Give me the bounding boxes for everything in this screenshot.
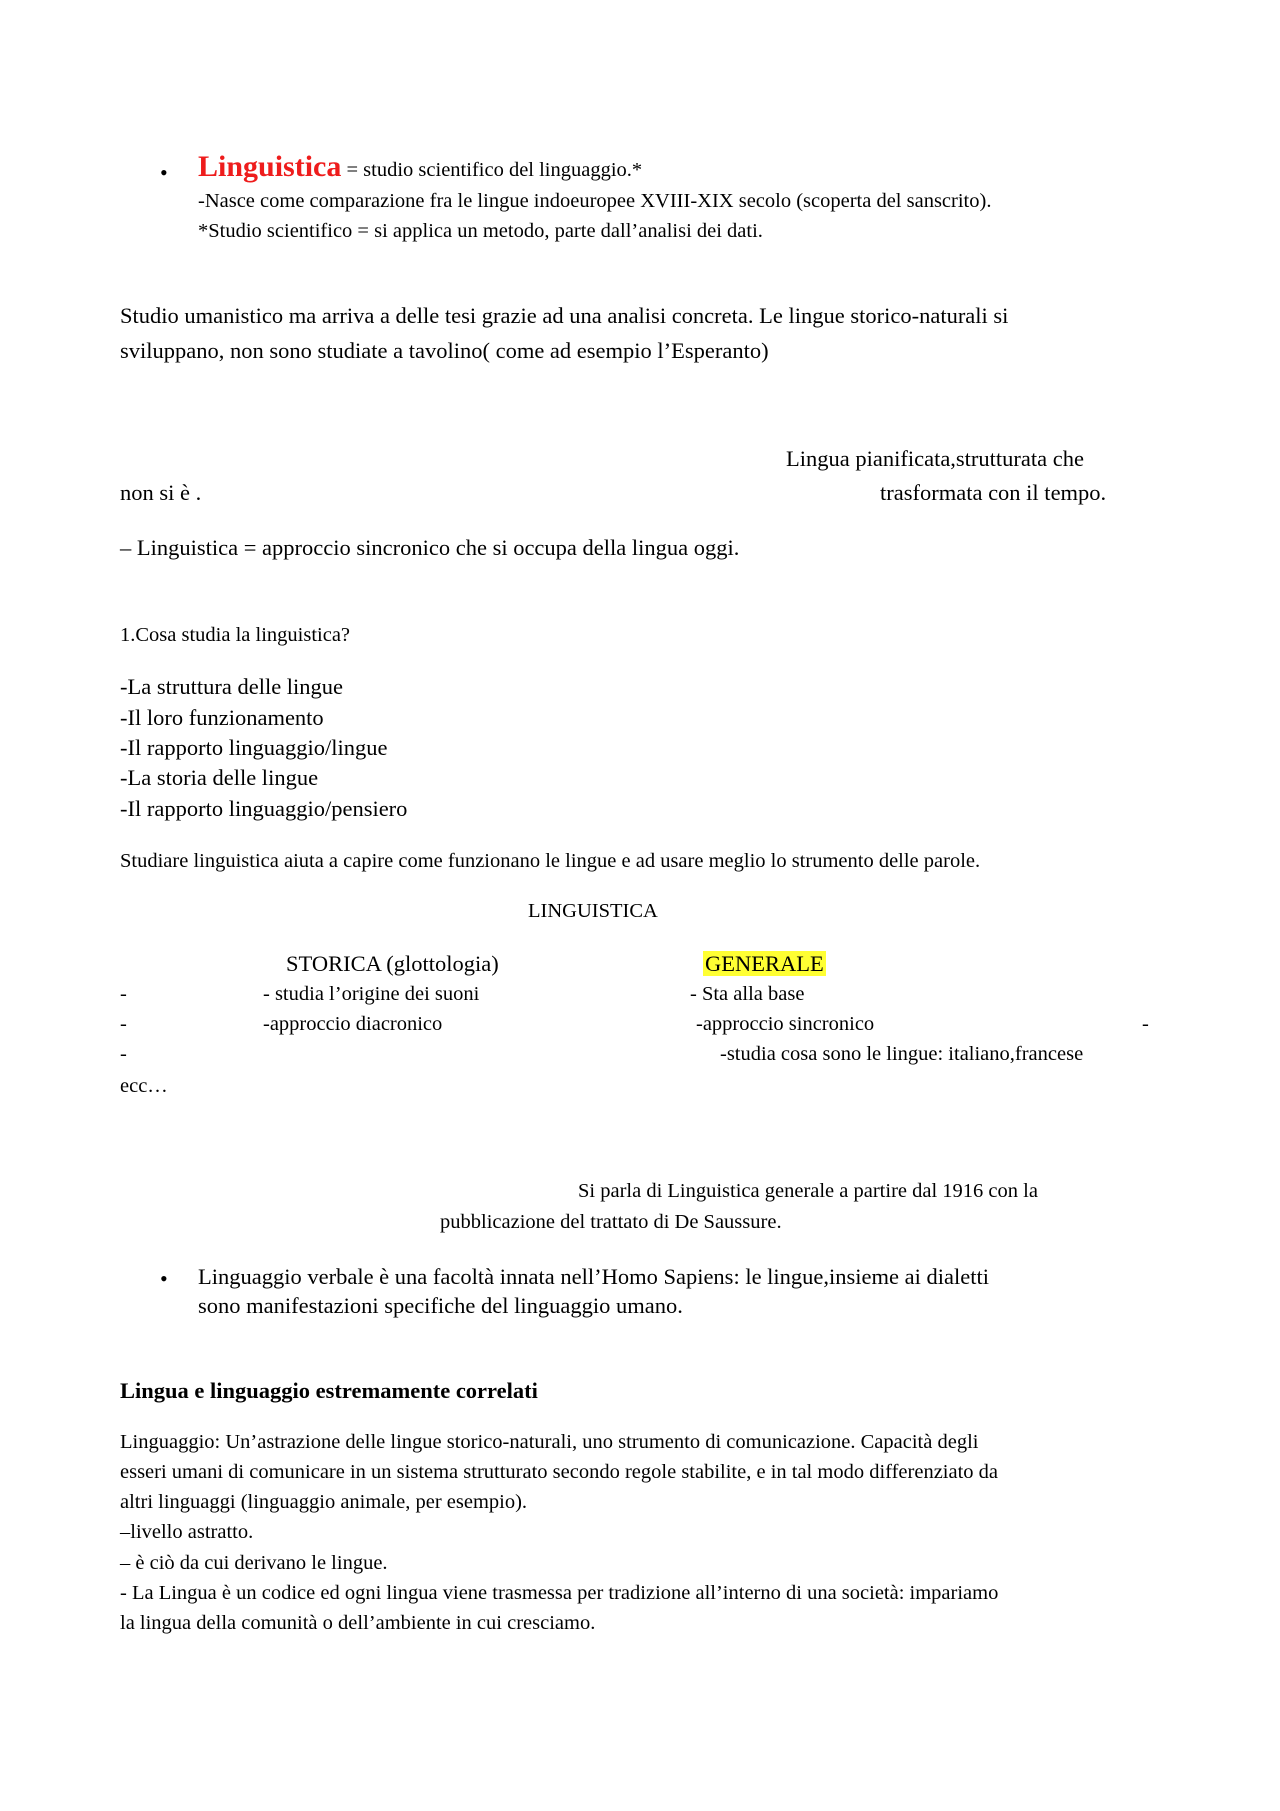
- scheme-left-header: STORICA (glottologia): [286, 951, 499, 976]
- term-linguistica: Linguistica: [198, 150, 342, 183]
- scheme-right-item: -approccio sincronico: [696, 1013, 875, 1035]
- question-line: 1.Cosa studia la linguistica?: [120, 624, 351, 646]
- intro-origin-line: -Nasce come comparazione fra le lingue indoeuropee XVIII-XIX secolo (scoperta del sanscrito).: [198, 190, 992, 212]
- saussure-line1: Si parla di Linguistica generale a partire dal 1916 con la: [578, 1180, 1038, 1202]
- definition-line: la lingua della comunità o dell’ambiente in cui cresciamo.: [120, 1612, 596, 1634]
- definition-line: –livello astratto.: [120, 1521, 254, 1543]
- esperanto-note-line2: trasformata con il tempo.: [880, 480, 1107, 505]
- intro-method-line: *Studio scientifico = si applica un metodo, parte dall’analisi dei dati.: [198, 220, 763, 242]
- scheme-title: LINGUISTICA: [528, 900, 658, 922]
- para1-line1: Studio umanistico ma arriva a delle tesi grazie ad una analisi concreta. Le lingue storico-naturali si: [120, 303, 1009, 328]
- scheme-right-item: -studia cosa sono le lingue: italiano,francese: [720, 1043, 1084, 1065]
- topic-item: -La struttura delle lingue: [120, 674, 344, 699]
- definition-line: esseri umani di comunicare in un sistema strutturato secondo regole stabilite, e in tal modo differenziato da: [120, 1461, 999, 1483]
- scheme-left-item: -approccio diacronico: [263, 1013, 443, 1035]
- esperanto-note-line1: Lingua pianificata,strutturata che: [786, 446, 1084, 471]
- topic-item: -La storia delle lingue: [120, 765, 319, 790]
- highlight-generale: GENERALE: [705, 951, 824, 976]
- definition-line: – è ciò da cui derivano le lingue.: [120, 1552, 388, 1574]
- definition-line: Linguaggio: Un’astrazione delle lingue storico-naturali, uno strumento di comunicazione. Capacità degli: [120, 1431, 979, 1453]
- topic-item: -Il rapporto linguaggio/lingue: [120, 735, 388, 760]
- topic-item: -Il loro funzionamento: [120, 705, 324, 730]
- para1-line2: sviluppano, non sono studiate a tavolino( come ad esempio l’Esperanto): [120, 338, 769, 363]
- topic-item: -Il rapporto linguaggio/pensiero: [120, 796, 408, 821]
- study-sentence: Studiare linguistica aiuta a capire come funzionano le lingue e ad usare meglio lo strumento delle parole.: [120, 850, 981, 872]
- scheme-right-item: - Sta alla base: [690, 983, 805, 1005]
- scheme-dash: -: [120, 983, 127, 1005]
- scheme-dash: -: [120, 1013, 127, 1035]
- bullet2-line2: sono manifestazioni specifiche del linguaggio umano.: [198, 1293, 683, 1318]
- scheme-continuation: ecc…: [120, 1075, 168, 1097]
- definition-line: altri linguaggi (linguaggio animale, per esempio).: [120, 1491, 528, 1513]
- bullet-marker: •: [160, 160, 168, 185]
- bullet2-line1: Linguaggio verbale è una facoltà innata nell’Homo Sapiens: le lingue,insieme ai dialetti: [198, 1264, 989, 1289]
- saussure-line2: pubblicazione del trattato di De Saussure.: [440, 1211, 782, 1233]
- section-heading: Lingua e linguaggio estremamente correlati: [120, 1378, 538, 1403]
- term-definition: = studio scientifico del linguaggio.*: [341, 159, 643, 181]
- approach-line: – Linguistica = approccio sincronico che si occupa della lingua oggi.: [120, 535, 740, 560]
- scheme-dash: -: [1142, 1013, 1149, 1035]
- scheme-right-header: [703, 951, 826, 977]
- bullet-marker: •: [160, 1266, 168, 1291]
- scheme-left-item: - studia l’origine dei suoni: [263, 983, 480, 1005]
- intro-line: [198, 150, 642, 184]
- scheme-dash: -: [120, 1043, 127, 1065]
- definition-line: - La Lingua è un codice ed ogni lingua viene trasmessa per tradizione all’interno di una società: impariamo: [120, 1582, 999, 1604]
- esperanto-note-left: non si è .: [120, 480, 202, 505]
